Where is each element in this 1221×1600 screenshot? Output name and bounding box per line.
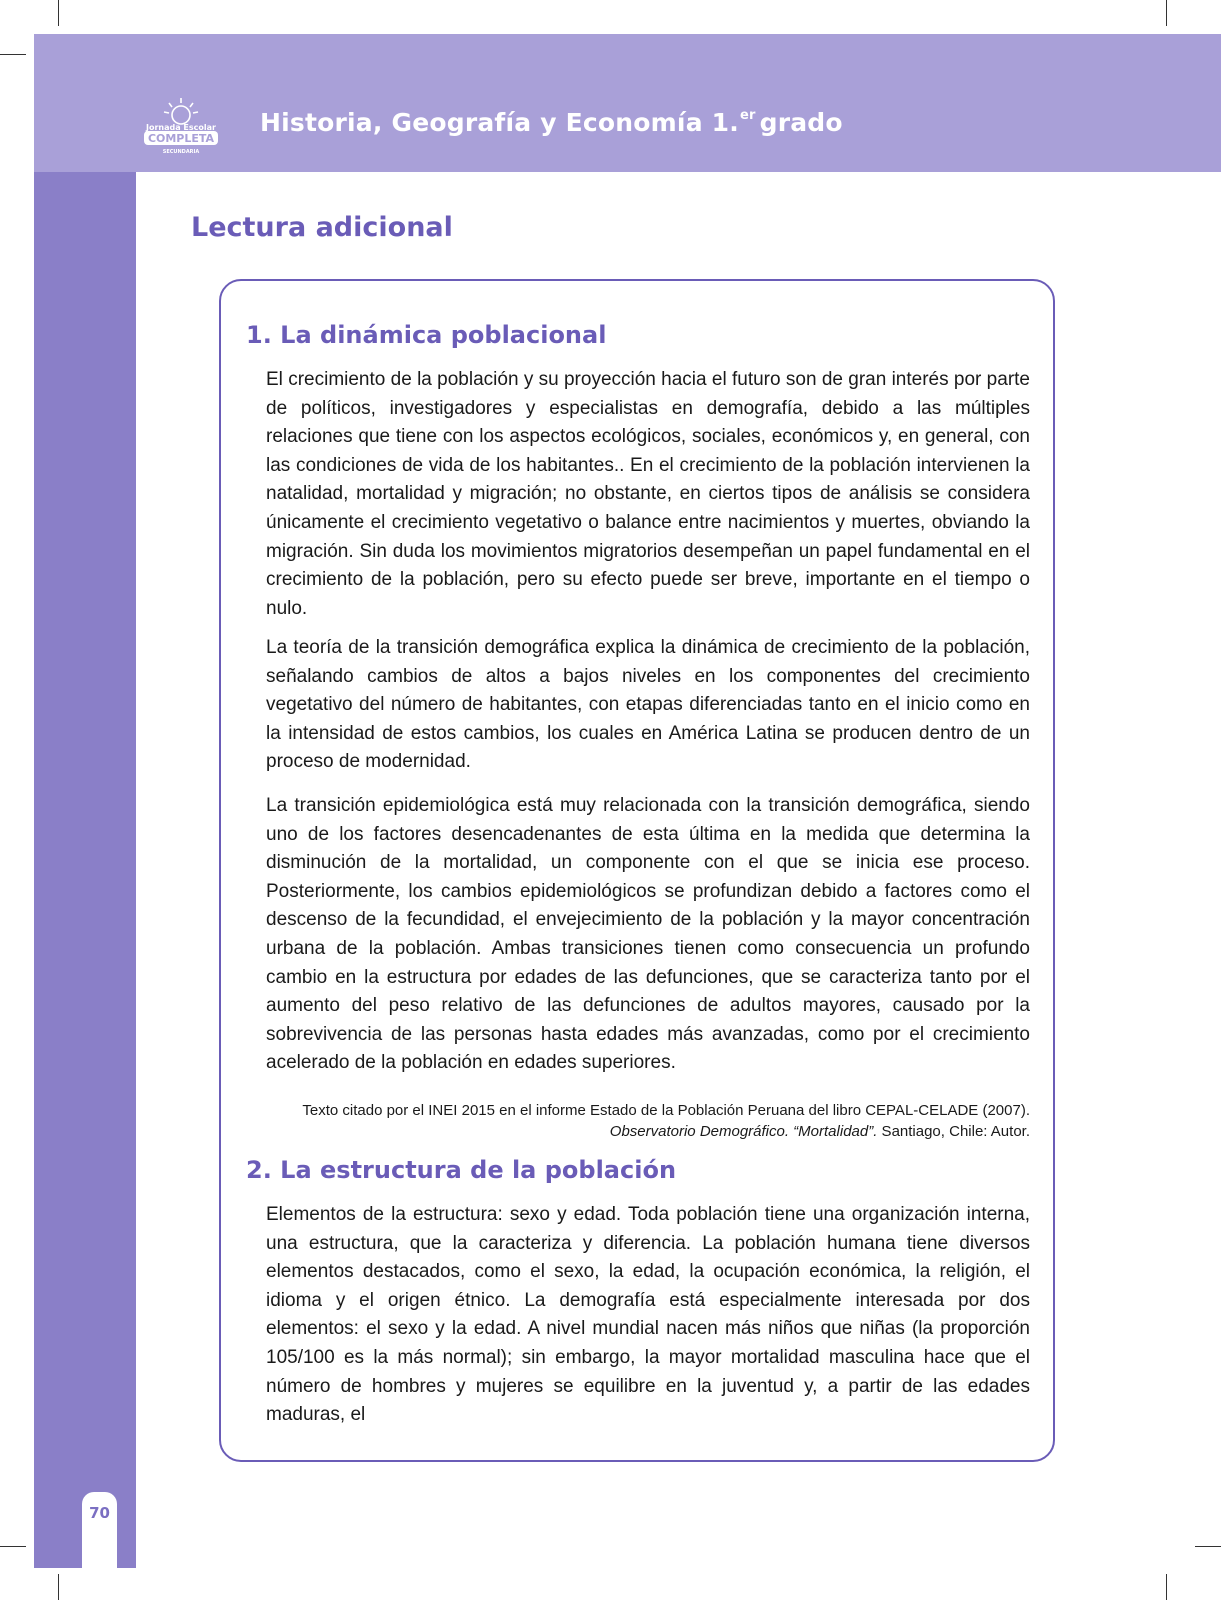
crop-mark: [0, 54, 26, 55]
crop-mark: [1166, 0, 1167, 26]
crop-mark: [1195, 1546, 1221, 1547]
crop-mark: [58, 0, 59, 26]
part2-title: 2. La estructura de la población: [246, 1156, 677, 1184]
part2-paragraph: Elementos de la estructura: sexo y edad. Toda población tiene una organización interna, una estructura, que la caracteriza y diferencia. La población humana tiene diversos elementos destacados, como el sexo, la edad, la ocupación económica, la religión, el idioma y el origen étnico. La demografía está especialmente interesada por dos elementos: el sexo y la edad. A nivel mundial nacen más niños que niñas (la proporción 105/100 es la más normal); sin embargo, la mayor mortalidad masculina hace que el número de hombres y mujeres se equilibre en la juventud y, a partir de las edades maduras, el: [266, 1204, 1030, 1426]
logo-line1: Jornada Escolar: [146, 123, 216, 132]
crop-mark: [1166, 1574, 1167, 1600]
citation-italic: Observatorio Demográfico. “Mortalidad”.: [609, 1123, 878, 1140]
logo-line3: SECUNDARIA: [162, 149, 200, 155]
sun-school-logo: [140, 95, 222, 157]
citation-line1: Texto citado por el INEI 2015 en el informe Estado de la Población Peruana del libro CEPAL-CELADE (2007).: [302, 1102, 1030, 1119]
side-band: [34, 172, 136, 1568]
citation: [266, 1100, 1030, 1142]
header-title-end: grado: [759, 108, 843, 137]
part1-paragraph-2: La teoría de la transición demográfica explica la dinámica de crecimiento de la población, señalando cambios de altos a bajos niveles en los componentes del crecimiento vegetativo del número de habitantes, con etapas diferenciadas tanto en el inicio como en la intensidad de estos cambios, los cuales en América Latina se producen dentro de un proceso de modernidad.: [266, 637, 1030, 773]
citation-rest: Santiago, Chile: Autor.: [877, 1123, 1030, 1140]
part1-title: 1. La dinámica poblacional: [246, 321, 607, 349]
crop-mark: [58, 1574, 59, 1600]
header-title-main: Historia, Geografía y Economía 1.: [260, 108, 739, 137]
section-heading: Lectura adicional: [191, 212, 453, 243]
crop-mark: [0, 1546, 26, 1547]
header-title: [260, 108, 843, 137]
header-title-superscript: er: [739, 108, 756, 123]
logo-line2: COMPLETA: [147, 132, 215, 145]
page-number: 70: [89, 1504, 110, 1522]
part1-paragraph-3: La transición epidemiológica está muy relacionada con la transición demográfica, siendo uno de los factores desencadenantes de esta última en la medida que determina la disminución de la mortalidad, un componente con el que se inicia ese proceso. Posteriormente, los cambios epidemiológicos se profundizan debido a factores como el descenso de la fecundidad, el envejecimiento de la población y la mayor concentración urbana de la población. Ambas transiciones tienen como consecuencia un profundo cambio en la estructura por edades de las defunciones, que se caracteriza tanto por el aumento del peso relativo de las defunciones de adultos mayores, causado por la sobrevivencia de las personas hasta edades más avanzadas, como por el crecimiento acelerado de la población en edades superiores.: [266, 795, 1030, 1074]
part1-paragraph-1: El crecimiento de la población y su proyección hacia el futuro son de gran interés por parte de políticos, investigadores y especialistas en demografía, debido a las múltiples relaciones que tiene con los aspectos ecológicos, sociales, económicos y, en general, con las condiciones de vida de los habitantes.. En el crecimiento de la población intervienen la natalidad, mortalidad y migración; no obstante, en ciertos tipos de análisis se considera únicamente el crecimiento vegetativo o balance entre nacimientos y muertes, obviando la migración. Sin duda los movimientos migratorios desempeñan un papel fundamental en el crecimiento de la población, pero su efecto puede ser breve, importante en el tiempo o nulo.: [266, 369, 1030, 619]
